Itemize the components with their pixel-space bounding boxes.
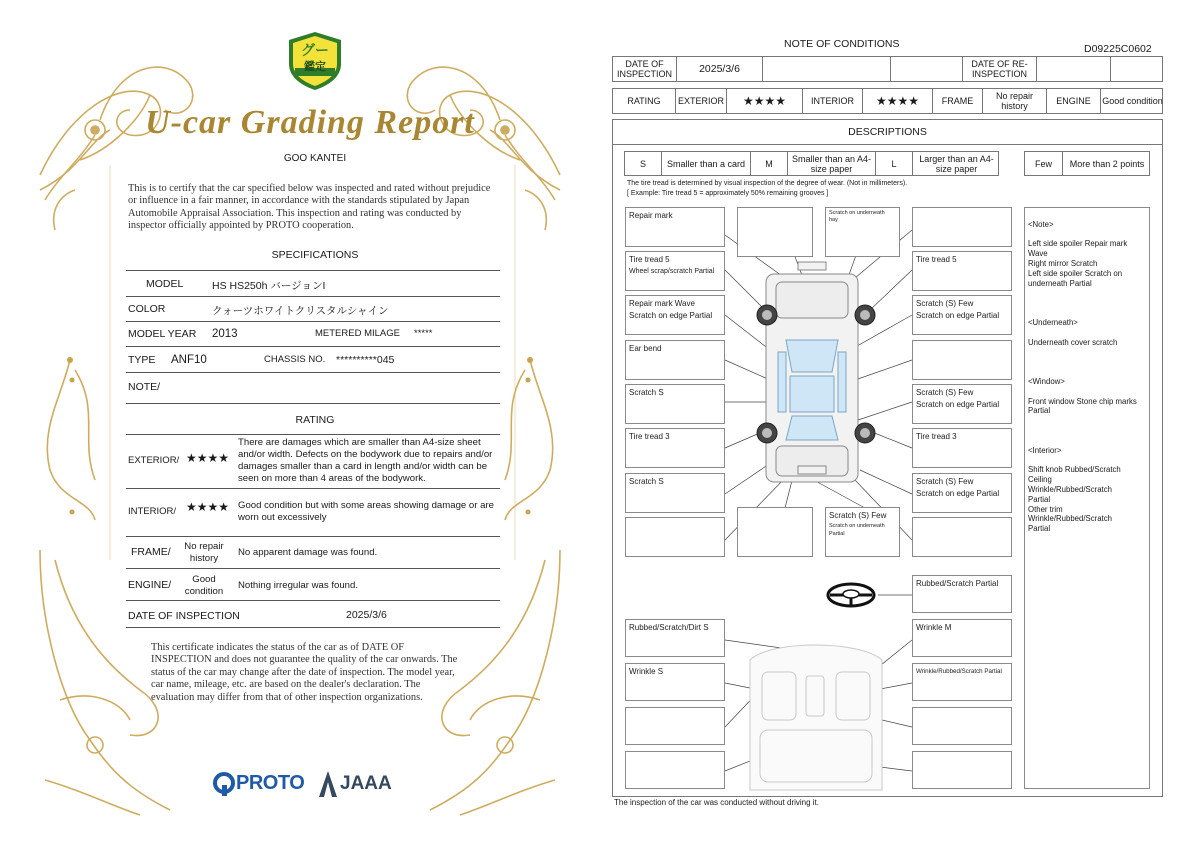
box-scratch-underneath-2: hay	[829, 217, 838, 223]
box-wheel-scrap: Wheel scrap/scratch Partial	[629, 268, 715, 275]
exterior-stars: ★★★★	[186, 451, 230, 465]
legend-l: L	[876, 152, 913, 175]
box-rubbed-scratch-dirt: Rubbed/Scratch/Dirt S	[629, 623, 709, 632]
underneath-heading: <Underneath>	[1028, 317, 1078, 327]
box-scratch-s-few-rear: Scratch (S) Few	[829, 511, 887, 520]
box-ear-bend: Ear bend	[629, 344, 662, 353]
interior-stars-r: ★★★★	[863, 89, 933, 113]
interior-label: INTERIOR/	[128, 506, 177, 517]
legend-s-desc: Smaller than a card	[662, 152, 751, 175]
box-repair-mark: Repair mark	[629, 211, 673, 220]
doi-value: 2025/3/6	[677, 57, 763, 81]
box-scratch-edge-r2: Scratch on edge Partial	[916, 400, 1000, 409]
specifications-heading: SPECIFICATIONS	[271, 249, 359, 261]
engine-description: Nothing irregular was found.	[238, 580, 358, 591]
inspection-footer: The inspection of the car was conducted without driving it.	[614, 798, 819, 807]
doi-label: DATE OF INSPECTION	[613, 57, 677, 81]
window-heading: <Window>	[1028, 376, 1065, 386]
footer-paragraph: This certificate indicates the status of the car as of DATE OF INSPECTION and does not guarantee the quality of the car onwards. The status of the car may change after the date of inspection. The model year, car name, mileage, etc. are based on the dealer's declaration. The evaluation may differ from that of other inspection organizations.	[151, 642, 458, 703]
frame-value-r: No repair history	[983, 89, 1047, 113]
legend-l-desc: Larger than an A4-size paper	[919, 153, 994, 174]
rating-label: RATING	[613, 89, 676, 113]
exterior-description: There are damages which are smaller than A4-size sheet and/or width. Defects on the bodywork due to repairs and/or damages smaller than a card in length and/or width can be seen on more than 4 areas of the bodywork.	[238, 437, 493, 484]
box-wrinkle-s: Wrinkle S	[629, 667, 664, 676]
window-text: Front window Stone chip marks Partial	[1028, 396, 1137, 416]
box-scratch-s-few-r3: Scratch (S) Few	[916, 477, 974, 486]
metered-milage-value: *****	[414, 328, 433, 339]
frame-description: No apparent damage was found.	[238, 547, 378, 558]
frame-label-r: FRAME	[933, 89, 983, 113]
box-scratch-s-l2: Scratch S	[629, 477, 664, 486]
exterior-label-r: EXTERIOR	[676, 89, 727, 113]
box-tire-tread-fr: Tire tread 5	[916, 255, 957, 264]
interior-stars: ★★★★	[186, 500, 230, 514]
legend-s: S	[625, 152, 662, 175]
date-of-inspection-label: DATE OF INSPECTION	[128, 610, 240, 622]
color-label: COLOR	[128, 303, 166, 315]
box-scratch-s-few-r1: Scratch (S) Few	[916, 299, 974, 308]
model-value: HS HS250h バージョンI	[212, 280, 326, 292]
box-tire-tread-fl: Tire tread 5	[629, 255, 670, 264]
type-label: TYPE	[128, 354, 156, 366]
date-of-inspection-value: 2025/3/6	[346, 609, 387, 621]
box-scratch-edge-r3: Scratch on edge Partial	[916, 489, 1000, 498]
tire-note-2: [ Example: Tire tread 5 = approximately 50% remaining grooves ]	[627, 190, 829, 197]
model-year-value: 2013	[212, 328, 238, 340]
model-year-label: MODEL YEAR	[128, 328, 197, 340]
legend-m-desc: Smaller than an A4-size paper	[788, 152, 876, 175]
exterior-stars-r: ★★★★	[727, 89, 803, 113]
jaaa-logo-text: JAAA	[340, 773, 392, 794]
box-wrinkle-m: Wrinkle M	[916, 623, 952, 632]
legend-m: M	[751, 152, 788, 175]
tire-note-1: The tire tread is determined by visual inspection of the degree of wear. (Not in millimeters).	[627, 180, 908, 187]
chassis-label: CHASSIS NO.	[264, 354, 326, 365]
legend-few: Few	[1025, 152, 1063, 175]
box-scratch-edge-r1: Scratch on edge Partial	[916, 311, 1000, 320]
interior-heading: <Interior>	[1028, 445, 1062, 455]
interior-description: Good condition but with some areas showing damage or are worn out excessively	[238, 500, 494, 523]
box-scratch-s-l1: Scratch S	[629, 388, 664, 397]
box-wrinkle-rubbed-scratch: Wrinkle/Rubbed/Scratch Partial	[916, 668, 1002, 675]
box-repair-mark-wave: Repair mark Wave	[629, 299, 695, 308]
metered-milage-label: METERED MILAGE	[315, 328, 400, 339]
engine-value-r: Good condition	[1102, 96, 1163, 106]
note-heading: <Note>	[1028, 219, 1054, 229]
jaaa-logo-icon	[318, 770, 338, 798]
rating-heading: RATING	[295, 414, 335, 426]
box-scratch-edge-l1: Scratch on edge Partial	[629, 311, 713, 320]
model-label: MODEL	[146, 278, 184, 290]
note-label: NOTE/	[128, 381, 161, 393]
box-scratch-underneath: Scratch on underneath	[829, 210, 885, 216]
box-tire-tread-rr: Tire tread 3	[916, 432, 957, 441]
report-title: U-car Grading Report	[145, 104, 475, 141]
noc-heading: NOTE OF CONDITIONS	[784, 38, 900, 50]
note-of-conditions-panel	[600, 0, 1200, 848]
interior-text: Shift knob Rubbed/Scratch Ceiling Wrinkle/Rubbed/Scratch Partial Other trim Wrinkle/Rubbed/Scratch Partial	[1028, 465, 1121, 534]
box-tire-tread-rl: Tire tread 3	[629, 432, 670, 441]
certify-paragraph: This is to certify that the car specified below was inspected and rated without prejudice or influence in a fair manner, in accordance with the standards stipulated by Japan Automobile Appraisal Association. This inspection and rating was conducted by inspector officially appointed by PROTO cooperation.	[128, 183, 491, 232]
proto-logo-icon	[212, 771, 236, 797]
underneath-text: Underneath cover scratch	[1028, 337, 1118, 347]
chassis-value: **********045	[336, 354, 395, 366]
frame-value: No repair history	[184, 541, 224, 564]
descriptions-heading: DESCRIPTIONS	[848, 126, 927, 138]
legend-few-desc: More than 2 points	[1069, 158, 1145, 169]
type-value: ANF10	[171, 354, 207, 366]
color-value: クォーツホワイトクリスタルシャイン	[212, 305, 389, 317]
frame-label: FRAME/	[131, 546, 171, 558]
engine-label: ENGINE/	[128, 579, 172, 591]
note-text: Left side spoiler Repair mark Wave Right mirror Scratch Left side spoiler Scratch on underneath Partial	[1028, 239, 1128, 288]
interior-label-r: INTERIOR	[803, 89, 863, 113]
box-scratch-underneath-rear: Scratch on underneath Partial	[829, 523, 885, 537]
reinspection-label: DATE OF RE-INSPECTION	[963, 57, 1037, 81]
exterior-label: EXTERIOR/	[128, 455, 180, 466]
engine-value: Good condition	[184, 574, 224, 597]
engine-label-r: ENGINE	[1047, 89, 1101, 113]
box-scratch-s-few-r2: Scratch (S) Few	[916, 388, 974, 397]
badge-main-text: 鑑定	[304, 61, 326, 73]
badge-top-text: グー	[301, 42, 329, 58]
report-subtitle: GOO KANTEI	[283, 153, 347, 164]
proto-logo-text: PROTO	[236, 772, 305, 794]
document-id: D09225C0602	[1084, 43, 1152, 55]
box-rubbed-scratch-partial: Rubbed/Scratch Partial	[916, 579, 999, 588]
